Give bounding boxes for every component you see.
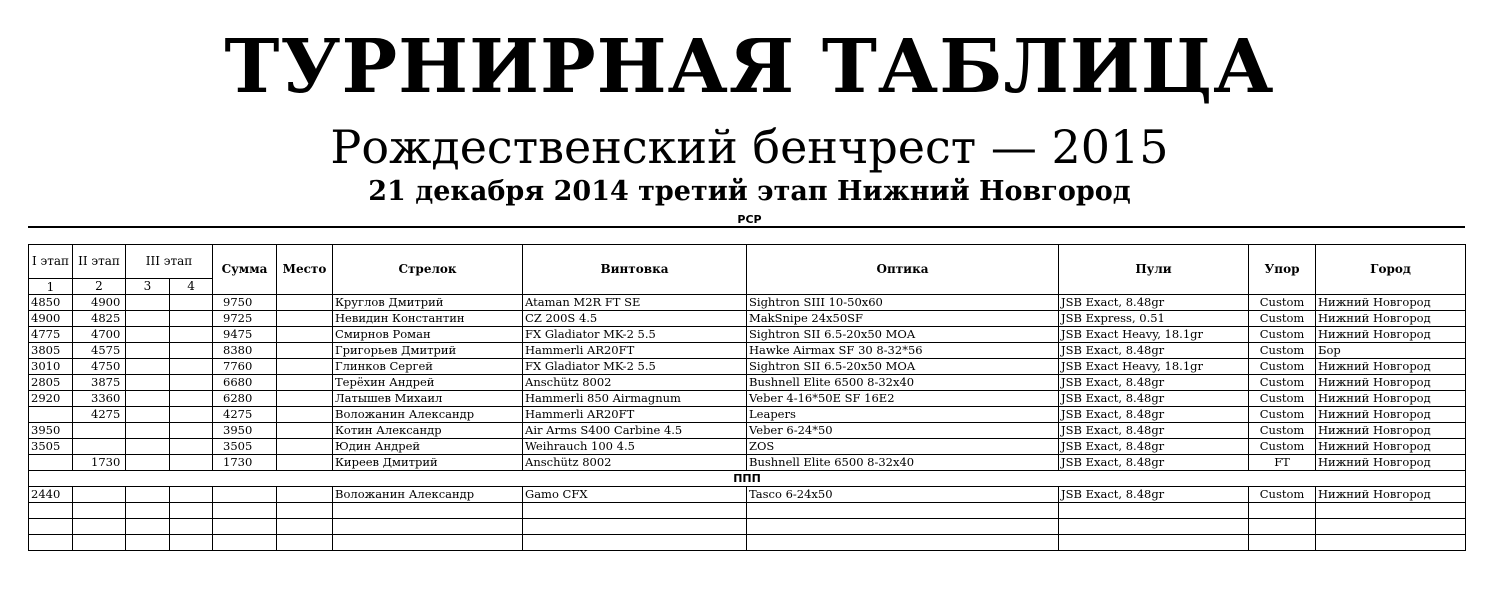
cell-s3 [126,439,170,455]
cell-sum: 4275 [213,407,277,423]
table-row [29,487,1466,503]
cell-city: Бор [1316,343,1466,359]
cell-shooter: Невидин Константин [333,311,523,327]
cell-s4 [170,487,213,503]
cell-s2: 3875 [73,375,126,391]
cell-rest: Custom [1249,343,1316,359]
cell-bullets: JSB Exact, 8.48gr [1059,407,1249,423]
header-stage3: III этап [126,245,213,279]
cell-sum [213,503,277,519]
table-row [29,311,1466,327]
cell-rest [1249,519,1316,535]
cell-place [277,407,333,423]
cell-optics: Sightron SII 6.5-20x50 MOA [747,359,1059,375]
cell-s1 [29,503,73,519]
cell-bullets [1059,535,1249,551]
cell-city: Нижний Новгород [1316,439,1466,455]
cell-bullets: JSB Exact, 8.48gr [1059,295,1249,311]
header-n2: 2 [73,279,126,295]
cell-s1: 2920 [29,391,73,407]
cell-place [277,487,333,503]
cell-s4 [170,535,213,551]
cell-s2: 1730 [73,455,126,471]
cell-sum: 9750 [213,295,277,311]
cell-s4 [170,423,213,439]
cell-shooter: Латышев Михаил [333,391,523,407]
cell-s3 [126,311,170,327]
cell-rifle: Air Arms S400 Carbine 4.5 [523,423,747,439]
cell-s1 [29,519,73,535]
header-stage2: II этап [73,245,126,279]
cell-s3 [126,375,170,391]
header-n1: 1 [29,279,73,295]
cell-sum: 3505 [213,439,277,455]
cell-city: Нижний Новгород [1316,359,1466,375]
cell-rest: Custom [1249,295,1316,311]
cell-s1: 4850 [29,295,73,311]
cell-optics: Bushnell Elite 6500 8-32x40 [747,375,1059,391]
cell-rest: Custom [1249,327,1316,343]
cell-shooter: Котин Александр [333,423,523,439]
cell-s2 [73,519,126,535]
cell-place [277,439,333,455]
table-row [29,455,1466,471]
cell-s2: 3360 [73,391,126,407]
cell-city [1316,519,1466,535]
cell-shooter [333,503,523,519]
cell-s1 [29,535,73,551]
cell-rest: Custom [1249,359,1316,375]
cell-s1 [29,407,73,423]
cell-rifle [523,503,747,519]
cell-s4 [170,359,213,375]
cell-place [277,359,333,375]
table-row [29,423,1466,439]
cell-city: Нижний Новгород [1316,455,1466,471]
cell-shooter: Юдин Андрей [333,439,523,455]
cell-s3 [126,487,170,503]
cell-rifle: Gamo CFX [523,487,747,503]
cell-shooter: Киреев Дмитрий [333,455,523,471]
cell-rest: Custom [1249,487,1316,503]
cell-city: Нижний Новгород [1316,423,1466,439]
cell-sum: 8380 [213,343,277,359]
divider [28,226,1465,228]
table-row [29,343,1466,359]
cell-bullets: JSB Exact, 8.48gr [1059,343,1249,359]
header-sum: Сумма [213,245,277,295]
cell-s2 [73,423,126,439]
cell-bullets: JSB Exact Heavy, 18.1gr [1059,359,1249,375]
table-row [29,375,1466,391]
cell-shooter: Воложанин Александр [333,407,523,423]
cell-rifle: FX Gladiator MK-2 5.5 [523,327,747,343]
cell-optics [747,519,1059,535]
cell-bullets: JSB Express, 0.51 [1059,311,1249,327]
cell-sum: 1730 [213,455,277,471]
cell-s1: 4900 [29,311,73,327]
cell-s4 [170,311,213,327]
cell-place [277,311,333,327]
cell-optics [747,535,1059,551]
header-n3: 3 [126,279,170,295]
cell-rest [1249,535,1316,551]
header-place: Место [277,245,333,295]
cell-s2: 4750 [73,359,126,375]
cell-rest: Custom [1249,375,1316,391]
cell-place [277,391,333,407]
cell-bullets: JSB Exact, 8.48gr [1059,391,1249,407]
cell-s4 [170,407,213,423]
cell-city [1316,535,1466,551]
cell-sum: 9725 [213,311,277,327]
cell-sum [213,535,277,551]
cell-rifle: Weihrauch 100 4.5 [523,439,747,455]
cell-bullets: JSB Exact Heavy, 18.1gr [1059,327,1249,343]
cell-s3 [126,407,170,423]
cell-place [277,455,333,471]
cell-optics: Sightron SII 6.5-20x50 MOA [747,327,1059,343]
table-row [29,391,1466,407]
cell-rifle: Anschütz 8002 [523,375,747,391]
cell-s4 [170,343,213,359]
cell-sum [213,487,277,503]
cell-s1: 4775 [29,327,73,343]
cell-optics: Hawke Airmax SF 30 8-32*56 [747,343,1059,359]
header-row [29,245,1466,279]
cell-rifle [523,535,747,551]
cell-place [277,519,333,535]
cell-s2: 4900 [73,295,126,311]
cell-s3 [126,343,170,359]
table-row [29,439,1466,455]
cell-optics: MakSnipe 24x50SF [747,311,1059,327]
cell-sum: 7760 [213,359,277,375]
header-stage1: I этап [29,245,73,279]
cell-sum: 9475 [213,327,277,343]
cell-place [277,343,333,359]
cell-s2: 4275 [73,407,126,423]
cell-rifle: Anschütz 8002 [523,455,747,471]
table-row [29,519,1466,535]
cell-shooter [333,535,523,551]
cell-city: Нижний Новгород [1316,311,1466,327]
cell-shooter: Терёхин Андрей [333,375,523,391]
cell-bullets: JSB Exact, 8.48gr [1059,455,1249,471]
cell-bullets: JSB Exact, 8.48gr [1059,487,1249,503]
cell-rest: Custom [1249,439,1316,455]
cell-s4 [170,519,213,535]
table-row [29,503,1466,519]
header-shooter: Стрелок [333,245,523,295]
cell-rifle: Ataman M2R FT SE [523,295,747,311]
table-row [29,327,1466,343]
cell-s4 [170,375,213,391]
cell-s2 [73,503,126,519]
cell-s4 [170,503,213,519]
section-label-pcp: РСР [737,213,762,226]
cell-place [277,535,333,551]
cell-place [277,327,333,343]
cell-s2: 4825 [73,311,126,327]
cell-s3 [126,455,170,471]
cell-city: Нижний Новгород [1316,407,1466,423]
cell-place [277,375,333,391]
cell-city: Нижний Новгород [1316,487,1466,503]
header-bullets: Пули [1059,245,1249,295]
header-rifle: Винтовка [523,245,747,295]
cell-city: Нижний Новгород [1316,391,1466,407]
cell-rifle: Hammerli AR20FT [523,343,747,359]
cell-bullets: JSB Exact, 8.48gr [1059,439,1249,455]
cell-s1: 2440 [29,487,73,503]
cell-city: Нижний Новгород [1316,327,1466,343]
cell-s2 [73,487,126,503]
cell-shooter: Круглов Дмитрий [333,295,523,311]
cell-optics: Leapers [747,407,1059,423]
cell-rest [1249,503,1316,519]
cell-bullets [1059,519,1249,535]
cell-rest: Custom [1249,407,1316,423]
cell-rifle: Hammerli AR20FT [523,407,747,423]
cell-shooter [333,519,523,535]
cell-rest: Custom [1249,423,1316,439]
cell-s1: 3505 [29,439,73,455]
cell-s1: 3010 [29,359,73,375]
cell-rifle: FX Gladiator MK-2 5.5 [523,359,747,375]
cell-optics: Bushnell Elite 6500 8-32x40 [747,455,1059,471]
cell-rifle: Hammerli 850 Airmagnum [523,391,747,407]
cell-optics: Veber 4-16*50E SF 16E2 [747,391,1059,407]
table-row [29,295,1466,311]
cell-optics: Veber 6-24*50 [747,423,1059,439]
cell-s4 [170,455,213,471]
cell-place [277,423,333,439]
header-city: Город [1316,245,1466,295]
tournament-table [28,244,1466,551]
cell-s4 [170,391,213,407]
header-optics: Оптика [747,245,1059,295]
cell-city: Нижний Новгород [1316,295,1466,311]
cell-s3 [126,391,170,407]
cell-s3 [126,535,170,551]
cell-optics: Tasco 6-24x50 [747,487,1059,503]
cell-sum: 6680 [213,375,277,391]
page-subtitle: Рождественский бенчрест — 2015 [330,120,1169,174]
page-title: ТУРНИРНАЯ ТАБЛИЦА [224,24,1275,110]
cell-bullets: JSB Exact, 8.48gr [1059,423,1249,439]
cell-shooter: Смирнов Роман [333,327,523,343]
cell-shooter: Глинков Сергей [333,359,523,375]
cell-s2 [73,535,126,551]
cell-rifle [523,519,747,535]
cell-s2 [73,439,126,455]
cell-optics: Sightron SIII 10-50x60 [747,295,1059,311]
cell-optics: ZOS [747,439,1059,455]
cell-city: Нижний Новгород [1316,375,1466,391]
table-row [29,535,1466,551]
cell-s1: 3805 [29,343,73,359]
section-label-ppp: ППП [29,471,1466,487]
cell-s1 [29,455,73,471]
cell-shooter: Воложанин Александр [333,487,523,503]
table-row [29,359,1466,375]
cell-place [277,503,333,519]
cell-shooter: Григорьев Дмитрий [333,343,523,359]
cell-s2: 4700 [73,327,126,343]
cell-optics [747,503,1059,519]
cell-rest: Custom [1249,391,1316,407]
header-n4: 4 [170,279,213,295]
cell-s4 [170,439,213,455]
cell-s3 [126,503,170,519]
cell-city [1316,503,1466,519]
cell-s1: 2805 [29,375,73,391]
cell-place [277,295,333,311]
event-line: 21 декабря 2014 третий этап Нижний Новгород [368,176,1131,207]
cell-s4 [170,327,213,343]
cell-sum: 6280 [213,391,277,407]
cell-s3 [126,359,170,375]
header-rest: Упор [1249,245,1316,295]
cell-rest: FT [1249,455,1316,471]
cell-bullets: JSB Exact, 8.48gr [1059,375,1249,391]
section-row-ppp [29,471,1466,487]
cell-s3 [126,295,170,311]
cell-rifle: CZ 200S 4.5 [523,311,747,327]
cell-s4 [170,295,213,311]
cell-s3 [126,423,170,439]
cell-s2: 4575 [73,343,126,359]
cell-s1: 3950 [29,423,73,439]
cell-sum [213,519,277,535]
cell-sum: 3950 [213,423,277,439]
cell-s3 [126,327,170,343]
table-row [29,407,1466,423]
cell-s3 [126,519,170,535]
cell-bullets [1059,503,1249,519]
cell-rest: Custom [1249,311,1316,327]
